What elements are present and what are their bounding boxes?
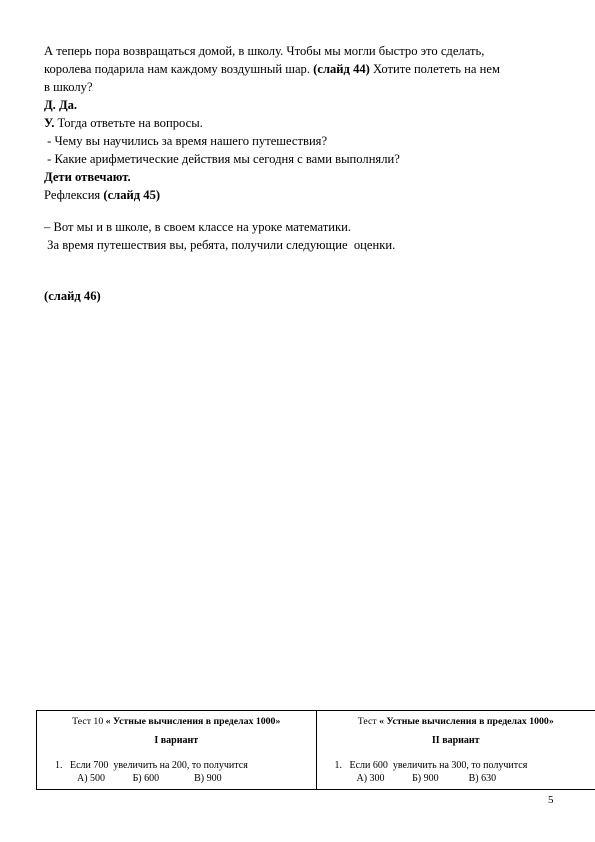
paragraph-slide-46: [44, 287, 101, 305]
variant-label: II вариант: [431, 735, 480, 746]
question-line: - Какие арифметические действия мы сегодня с вами выполняли?: [44, 152, 400, 166]
test-title: Тест 10 « Устные вычисления в пределах 1000»: [72, 716, 281, 727]
page-number: 5: [548, 794, 554, 806]
tests-table: [36, 710, 595, 790]
paragraph-at-school: [44, 218, 395, 254]
text-line: – Вот мы и в школе, в своем классе на уроке математики.: [44, 220, 351, 234]
test-cell-right: [316, 711, 595, 790]
slide-ref: (слайд 45): [103, 188, 161, 202]
paragraph-return-home: [44, 42, 500, 204]
slide-ref: (слайд 46): [44, 289, 101, 303]
answer-options: А) 500 Б) 600 В) 900: [77, 773, 222, 784]
task-item: 1. Если 600 увеличить на 300, то получится: [334, 760, 528, 771]
question-line: - Чему вы научились за время нашего путешествия?: [44, 134, 328, 148]
text-line: Д. Да.: [44, 98, 78, 112]
text-line: королева подарила нам каждому воздушный шар. (слайд 44) Хотите полететь на нем: [44, 62, 500, 76]
text-line: Дети отвечают.: [44, 170, 131, 184]
answer-options: А) 300 Б) 900 В) 630: [356, 773, 497, 784]
slide-ref: (слайд 44): [313, 62, 370, 76]
task-item: 1. Если 700 увеличить на 200, то получится: [55, 760, 248, 771]
text-line: У. Тогда ответьте на вопросы.: [44, 116, 203, 130]
variant-label: I вариант: [154, 735, 199, 746]
test-title: Тест « Устные вычисления в пределах 1000»: [357, 716, 554, 727]
text-line: За время путешествия вы, ребята, получили следующие оценки.: [44, 238, 396, 252]
text-line: Рефлексия (слайд 45): [44, 188, 161, 202]
text-line: в школу?: [44, 80, 93, 94]
text-line: А теперь пора возвращаться домой, в школу. Чтобы мы могли быстро это сделать,: [44, 44, 485, 58]
test-cell-left: [37, 711, 317, 790]
